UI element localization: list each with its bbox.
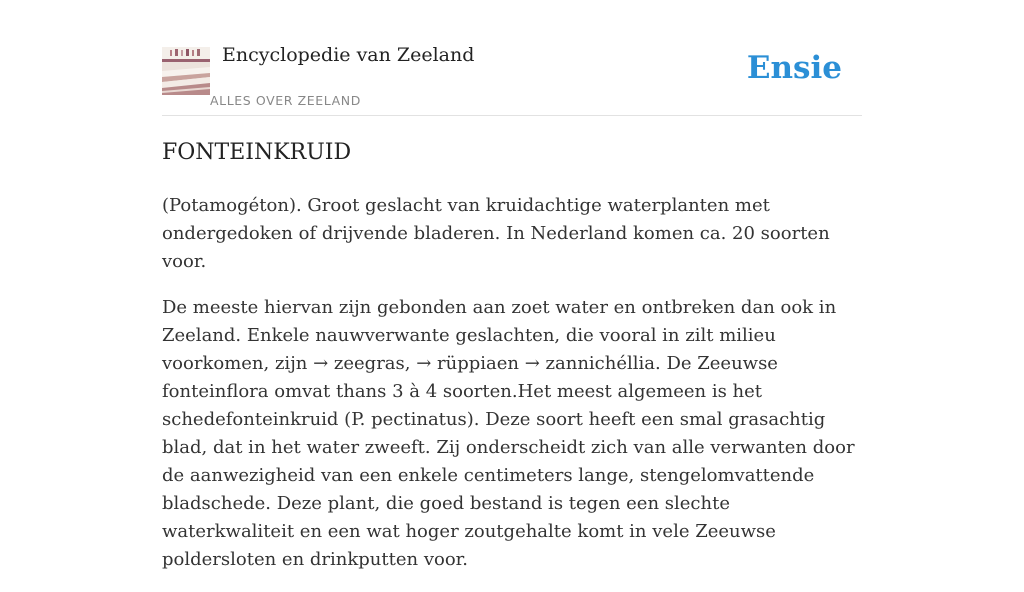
entry-content: [162, 192, 862, 592]
entry-paragraph: (Potamogéton). Groot geslacht van kruidachtige waterplanten met ondergedoken of drijvende bladeren. In Nederland komen ca. 20 soorten voor.: [162, 195, 830, 272]
source-header: [162, 0, 862, 116]
entry-paragraph: De meeste hiervan zijn gebonden aan zoet water en ontbreken dan ook in Zeeland. Enkele nauwverwante geslachten, die vooral in zilt milieu voorkomen, zijn → zeegras, → rüppiaen → zannichéllia. De Zeeuwse fonteinflora omvat thans 3 à 4 soorten.Het meest algemeen is het schedefonteinkruid (P. pectinatus). Deze soort heeft een smal grasachtig blad, dat in het water zweeft. Zij onderscheidt zich van alle verwanten door de aanwezigheid van een enkele centimeters lange, stengelomvattende bladschede. Deze plant, die goed bestand is tegen een slechte waterkwaliteit en een wat hoger zoutgehalte komt in vele Zeeuwse poldersloten en drinkputten voor.: [162, 297, 855, 570]
source-subtitle: ALLES OVER ZEELAND: [210, 93, 361, 108]
entry-title: FONTEINKRUID: [162, 140, 352, 165]
source-avatar[interactable]: [162, 47, 210, 95]
ensie-logo-link[interactable]: Ensie: [746, 50, 842, 86]
entry-container: [162, 0, 862, 570]
book-thumbnail-icon: [162, 47, 210, 95]
source-title-link[interactable]: Encyclopedie van Zeeland: [222, 44, 475, 66]
